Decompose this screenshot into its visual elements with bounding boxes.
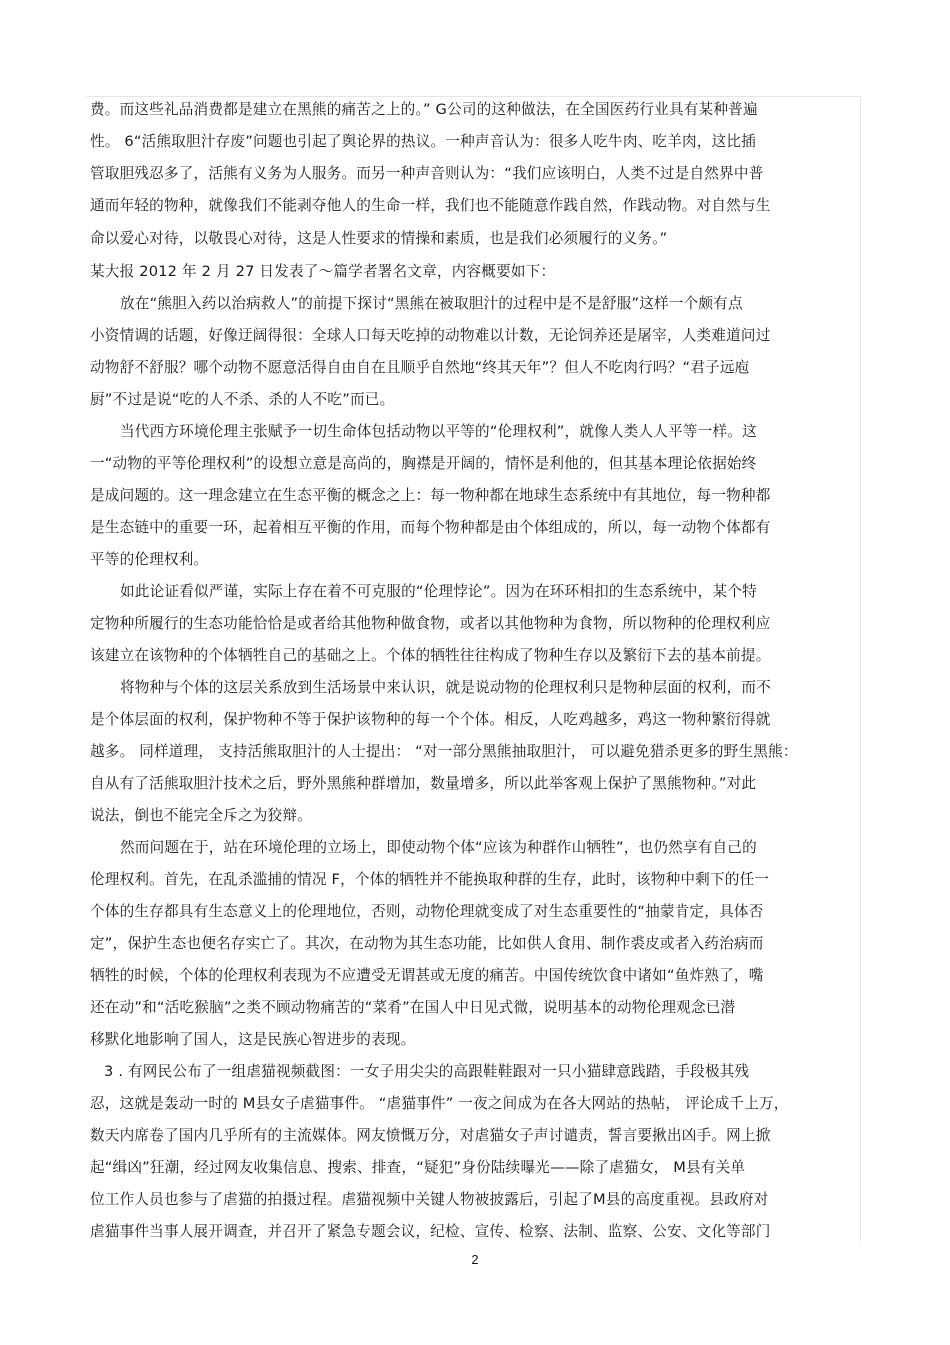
text-line: 虐猫事件当事人展开调查，并召开了紧急专题会议，纪检、宣传、检察、法制、监察、公安、文化等部门 — [90, 1223, 771, 1240]
text-line: 3 . 有网民公布了一组虐猫视频截图：一女子用尖尖的高跟鞋鞋跟对一只小猫肆意践踏，手段极其残 — [104, 1063, 750, 1080]
text-line: 说法，倒也不能完全斥之为狡辩。 — [90, 807, 312, 824]
text-line: 个体的生存都具有生态意义上的伦理地位，否则，动物伦理就变成了对生态重要性的“抽蒙肯定，具体否 — [90, 903, 764, 920]
text-line: 将物种与个体的这层关系放到生活场景中来认识，就是说动物的伦理权利只是物种层面的权利，而不 — [120, 679, 771, 696]
page-number: 2 — [471, 1252, 479, 1267]
text-line: 起“缉凶”狂潮，经过网友收集信息、搜索、排查，“疑犯”身份陆续曝光——除了虐猫女， M县有关单 — [90, 1159, 746, 1176]
text-line: 当代西方环境伦理主张赋予一切生命体包括动物以平等的“伦理权利”，就像人类人人平等一样。这 — [120, 423, 757, 440]
text-line: 还在动”和“活吃猴脑”之类不顾动物痛苦的“菜肴”在国人中日见式微，说明基本的动物伦理观念已潜 — [90, 999, 736, 1016]
text-line: 如此论证看似严谨，实际上存在着不可克服的“伦理悖论”。因为在环环相扣的生态系统中，某个特 — [120, 583, 757, 600]
text-line: 定”，保护生态也便名存实亡了。其次，在动物为其生态功能，比如供人食用、制作裘皮或者入药治病而 — [90, 935, 764, 952]
text-line: 小资情调的话题，好像迂阔得很：全球人口每天吃掉的动物难以计数，无论饲养还是屠宰，人类难道问过 — [90, 327, 771, 344]
text-line: 平等的伦理权利。 — [90, 551, 209, 568]
text-line: 管取胆残忍多了，活熊有义务为人服务。而另一种声音则认为：“我们应该明白，人类不过是自然界中普 — [90, 165, 764, 182]
text-line: 性。 6“活熊取胆汁存废”问题也引起了舆论界的热议。一种声音认为：很多人吃牛肉、吃羊肉，这比插 — [90, 133, 756, 150]
text-line: 一“动物的平等伦理权利”的设想立意是高尚的，胸襟是开阔的，情怀是利他的，但其基本理论依据始终 — [90, 455, 757, 472]
text-line: 命以爱心对待，以敬畏心对待，这是人性要求的情操和素质，也是我们必须履行的义务。” — [90, 230, 668, 247]
text-line: 移默化地影响了国人，这是民族心智进步的表现。 — [90, 1031, 416, 1048]
text-line: 费。而这些礼品消费都是建立在黑熊的痛苦之上的。” G公司的这种做法，在全国医药行业具有某种普遍 — [90, 101, 758, 118]
text-line: 数天内席卷了国内几乎所有的主流媒体。网友愤慨万分，对虐猫女子声讨谴责，誓言要揪出凶手。网上掀 — [90, 1127, 771, 1144]
text-line: 是成问题的。这一理念建立在生态平衡的概念之上：每一物种都在地球生态系统中有其地位，每一物种都 — [90, 487, 771, 504]
text-line: 是个体层面的权利，保护物种不等于保护该物种的每一个个体。相反，人吃鸡越多，鸡这一物种繁衍得就 — [90, 711, 771, 728]
text-line: 位工作人员也参与了虐猫的拍摄过程。虐猫视频中关键人物被披露后，引起了M县的高度重视。县政府对 — [90, 1191, 769, 1208]
text-line: 是生态链中的重要一环，起着相互平衡的作用，而每个物种都是由个体组成的，所以，每一动物个体都有 — [90, 519, 771, 536]
text-line: 伦理权利。首先，在乱杀滥捕的情况 F，个体的牺牲并不能换取种群的生存，此时，该物种中剩下的任一 — [90, 871, 770, 888]
text-line: 厨”不过是说“吃的人不杀、杀的人不吃”而已。 — [90, 391, 395, 408]
text-line: 定物种所履行的生态功能恰恰是或者给其他物种做食物，或者以其他物种为食物，所以物种的伦理权利应 — [90, 615, 771, 632]
text-line: 该建立在该物种的个体牺牲自己的基础之上。个体的牺牲往往构成了物种生存以及繁衍下去的基本前提。 — [90, 647, 771, 664]
text-line: 某大报 2012 年 2 月 27 日发表了～篇学者署名文章，内容概要如下： — [90, 263, 556, 280]
text-line: 放在“熊胆入药以治病救人”的前提下探讨“黑熊在被取胆汁的过程中是不是舒服”这样一个颇有点 — [120, 295, 743, 312]
text-line: 通而年轻的物种，就像我们不能剥夺他人的生命一样，我们也不能随意作践自然，作践动物。对自然与生 — [90, 197, 771, 214]
text-line: 动物舒不舒服？哪个动物不愿意活得自由自在且顺乎自然地“终其天年”？但人不吃肉行吗？“君子远庖 — [90, 359, 750, 376]
text-line: 越多。 同样道理， 支持活熊取胆汁的人士提出： “对一部分黑熊抽取胆汁， 可以避免猎杀更多的野生黑熊： — [90, 743, 798, 760]
text-line: 牺牲的时候，个体的伦理权利表现为不应遭受无谓甚或无度的痛苦。中国传统饮食中诸如“鱼炸熟了，嘴 — [90, 967, 764, 984]
text-line: 忍，这就是轰动一时的 M县女子虐猫事件。 “虐猫事件” 一夜之间成为在各大网站的热帖， 评论成千上万， — [90, 1095, 789, 1112]
text-line: 然而问题在于，站在环境伦理的立场上，即使动物个体“应该为种群作山牺牲”，也仍然享有自己的 — [120, 839, 757, 856]
text-line: 自从有了活熊取胆汁技术之后，野外黑熊种群增加，数量增多，所以此举客观上保护了黑熊物种。”对此 — [90, 775, 757, 792]
